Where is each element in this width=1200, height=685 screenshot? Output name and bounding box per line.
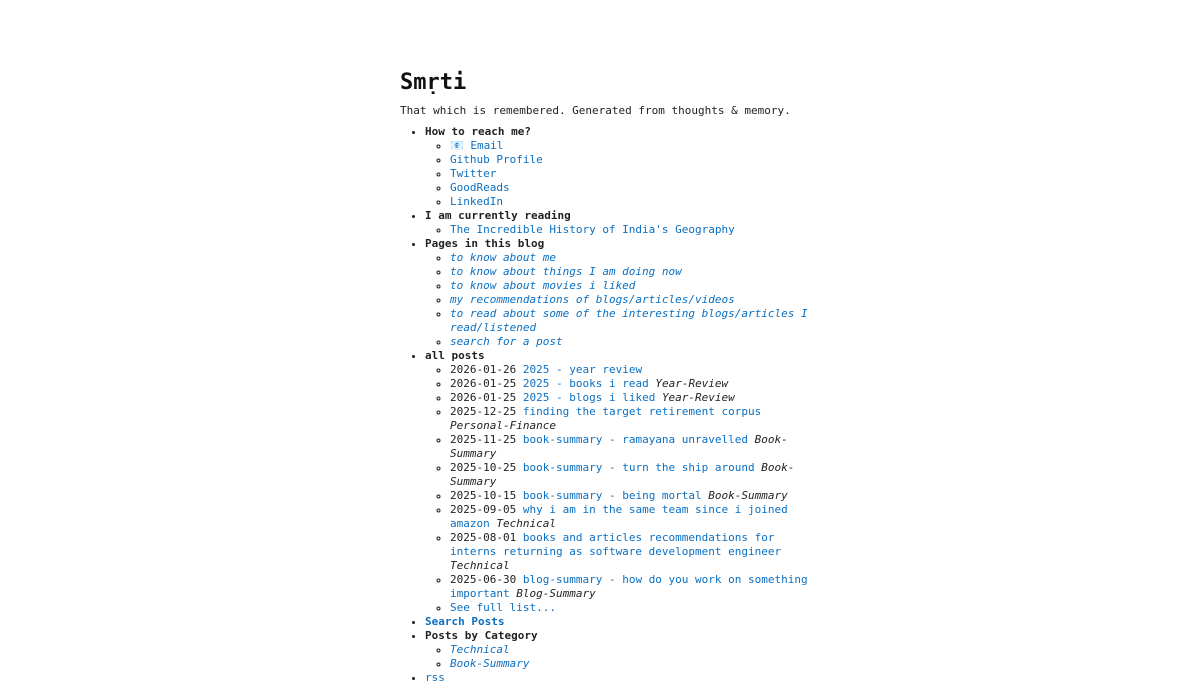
post-link[interactable]: blog-summary - how do you work on something important — [450, 573, 808, 600]
post-date: 2025-09-05 — [450, 503, 517, 516]
post-tag: Technical — [496, 517, 556, 530]
post-date: 2025-10-25 — [450, 461, 517, 474]
page-link-search[interactable]: search for a post — [450, 335, 563, 348]
list-item — [450, 293, 810, 307]
post-item — [450, 531, 810, 573]
page-link-about[interactable]: to know about me — [450, 251, 556, 264]
post-tag: Book-Summary — [708, 489, 788, 502]
page-content — [400, 66, 810, 685]
search-posts-link[interactable]: Search Posts — [425, 615, 505, 628]
current-book-link[interactable]: The Incredible History of India's Geography — [450, 223, 735, 236]
list-item — [450, 167, 810, 181]
post-tag: Year-Review — [655, 377, 729, 390]
list-item — [450, 251, 810, 265]
post-link[interactable]: 2025 - year review — [522, 363, 643, 376]
post-date: 2025-12-25 — [450, 405, 517, 418]
post-date: 2025-10-15 — [450, 489, 517, 502]
post-item — [450, 363, 810, 377]
goodreads-link[interactable]: GoodReads — [450, 181, 510, 194]
post-date: 2025-06-30 — [450, 573, 517, 586]
linkedin-link[interactable]: LinkedIn — [450, 195, 503, 208]
post-tag: Technical — [450, 559, 510, 572]
post-item — [450, 391, 810, 405]
list-item — [450, 279, 810, 293]
post-tag: Blog-Summary — [516, 587, 596, 600]
posts-heading: all posts — [425, 349, 485, 362]
categories-list — [425, 643, 810, 671]
post-item — [450, 377, 810, 391]
email-link[interactable]: 📧 Email — [450, 139, 504, 152]
list-item — [450, 181, 810, 195]
post-item — [450, 433, 810, 461]
reach-section — [425, 125, 810, 209]
post-tag: Year-Review — [661, 391, 735, 404]
page-link-interesting-reads[interactable]: to read about some of the interesting blogs/articles I read/listened — [450, 307, 808, 334]
list-item — [450, 153, 810, 167]
post-tag: Book-Summary — [450, 461, 795, 488]
post-item — [450, 573, 810, 601]
list-item — [450, 307, 810, 335]
list-item — [450, 643, 810, 657]
posts-list — [425, 363, 810, 615]
post-item — [450, 503, 810, 531]
rss-section — [425, 671, 810, 685]
list-item — [450, 195, 810, 209]
see-full-list-link[interactable]: See full list... — [450, 601, 556, 614]
post-link[interactable]: 2025 - books i read — [522, 377, 649, 390]
post-item — [450, 405, 810, 433]
main-list — [400, 125, 810, 685]
categories-heading: Posts by Category — [425, 629, 538, 642]
list-item — [450, 265, 810, 279]
post-item — [450, 489, 810, 503]
post-link[interactable]: why i am in the same team since i joined amazon — [450, 503, 788, 530]
post-date: 2026-01-26 — [450, 363, 517, 376]
post-date: 2025-08-01 — [450, 531, 517, 544]
post-tag: Personal-Finance — [450, 419, 556, 432]
post-date: 2025-11-25 — [450, 433, 517, 446]
search-posts-section — [425, 615, 810, 629]
post-date: 2026-01-25 — [450, 391, 517, 404]
post-date: 2026-01-25 — [450, 377, 517, 390]
reading-list — [425, 223, 810, 237]
post-link[interactable]: book-summary - being mortal — [522, 489, 702, 502]
list-item — [450, 601, 810, 615]
pages-section — [425, 237, 810, 349]
list-item — [450, 657, 810, 671]
post-link[interactable]: book-summary - ramayana unravelled — [522, 433, 749, 446]
post-link[interactable]: books and articles recommendations for interns returning as software development engineer — [450, 531, 782, 558]
twitter-link[interactable]: Twitter — [450, 167, 497, 180]
reading-heading: I am currently reading — [425, 209, 571, 222]
post-tag: Book-Summary — [450, 433, 788, 460]
pages-list — [425, 251, 810, 349]
page-link-movies[interactable]: to know about movies i liked — [450, 279, 636, 292]
page-link-recommendations[interactable]: my recommendations of blogs/articles/videos — [450, 293, 735, 306]
github-link[interactable]: Github Profile — [450, 153, 543, 166]
list-item — [450, 223, 810, 237]
post-link[interactable]: book-summary - turn the ship around — [522, 461, 755, 474]
post-link[interactable]: 2025 - blogs i liked — [522, 391, 656, 404]
pages-heading: Pages in this blog — [425, 237, 545, 250]
site-title: Smṛti — [400, 70, 467, 95]
reading-section — [425, 209, 810, 237]
reach-links — [425, 139, 810, 209]
category-link-book-summary[interactable]: Book-Summary — [450, 657, 530, 670]
category-link-technical[interactable]: Technical — [450, 643, 510, 656]
list-item — [450, 335, 810, 349]
site-tagline: That which is remembered. Generated from thoughts & memory. — [400, 104, 791, 117]
posts-section — [425, 349, 810, 615]
reach-heading: How to reach me? — [425, 125, 531, 138]
list-item — [450, 139, 810, 153]
rss-link[interactable]: rss — [425, 671, 445, 684]
page-link-now[interactable]: to know about things I am doing now — [450, 265, 682, 278]
categories-section — [425, 629, 810, 671]
post-link[interactable]: finding the target retirement corpus — [522, 405, 762, 418]
post-item — [450, 461, 810, 489]
